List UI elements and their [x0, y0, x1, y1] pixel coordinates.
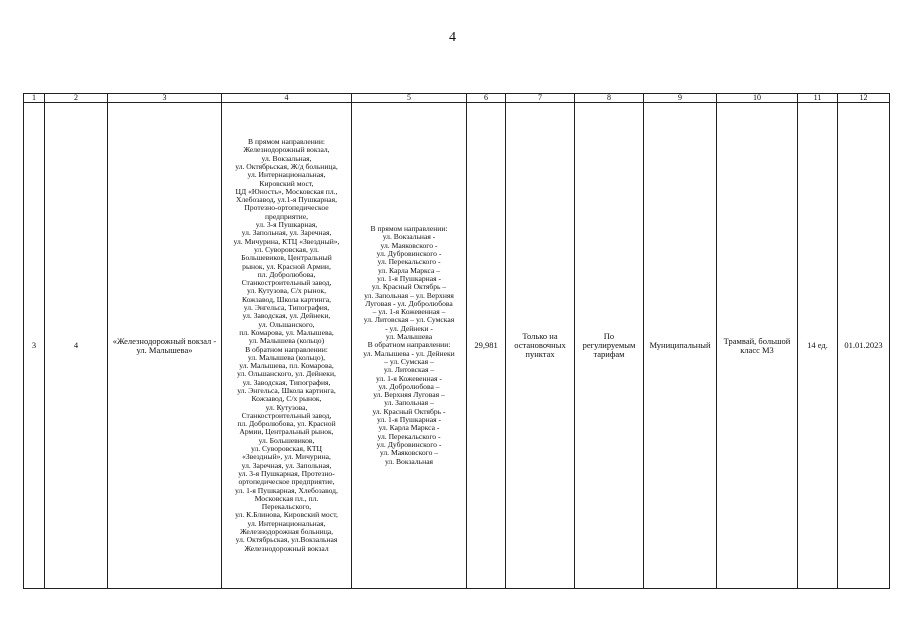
stop-line: ул. Октябрьская, ул.Вокзальная: [235, 535, 338, 545]
stop-line: ул. 1-я Пушкарная, Хлебозавод,: [235, 485, 338, 495]
street-line: В прямом направлении:: [370, 224, 448, 234]
stop-line: пл. Добролюбова,: [257, 269, 316, 279]
column-header-3: 3: [108, 94, 222, 103]
stop-line: ЦД «Юность», Московская пл.,: [235, 186, 338, 196]
route-name-cell: «Железнодорожный вокзал - ул. Малышева»: [108, 103, 222, 589]
stop-line: ул. 3-я Пушкарная, Протезно-: [238, 468, 335, 478]
stop-line: ул. Октябрьская, Ж/д больница,: [235, 161, 338, 171]
stop-line: Хлебозавод, ул.1-я Пушкарная,: [235, 195, 337, 205]
stop-line: ул. Запольная, ул. Заречная,: [241, 228, 332, 238]
stop-line: ул. Малышева (кольцо),: [247, 352, 326, 362]
stop-line: пл. Добролюбова, ул. Красной: [237, 419, 336, 429]
stop-line: ул. Большевиков,: [258, 435, 315, 445]
street-line: – ул. 1-я Кожевенная –: [372, 307, 446, 317]
street-line: ул. Запольная – ул. Верхняя: [364, 290, 454, 300]
street-line: ул. Перекальского -: [377, 431, 441, 441]
column-header-10: 10: [717, 94, 798, 103]
stop-line: Армии, Центральный рынок,: [239, 427, 334, 437]
stops-list-cell: [222, 103, 352, 589]
stop-line: Большевиков, Центральный: [241, 253, 332, 263]
route-index-cell: 3: [24, 103, 45, 589]
stop-line: предприятие,: [264, 211, 309, 221]
street-line: ул. Карла Маркса –: [377, 265, 441, 275]
stop-line: Железнодорожный вокзал,: [243, 145, 330, 155]
street-line: ул. 1-я Пушкарная -: [377, 273, 441, 283]
stop-line: ул. Малышева (кольцо): [248, 336, 325, 346]
column-header-11: 11: [798, 94, 838, 103]
street-line: ул. Маяковского -: [380, 240, 438, 250]
street-line: ул. Дубровинского -: [376, 249, 442, 259]
stop-line: ул. Интернациональная,: [247, 170, 326, 180]
stop-line: ул. Суворовская, ул.: [254, 244, 319, 254]
column-header-4: 4: [222, 94, 352, 103]
table-row: [24, 103, 890, 589]
street-line: ул. 1-я Кожевенная -: [376, 373, 442, 383]
stop-line: ул. Ольшанского, ул. Дейнеки,: [237, 369, 336, 379]
street-line: ул. Перекальского -: [377, 257, 441, 267]
street-line: ул. Маяковского –: [379, 448, 439, 458]
street-line: ул. Верхняя Луговая –: [373, 390, 445, 400]
street-line: ул. Малышева - ул. Дейнеки: [363, 348, 455, 358]
stop-line: ул. Энгельса, Типография,: [243, 303, 330, 313]
column-header-12: 12: [838, 94, 890, 103]
stop-line: ул. Мичурина, КТЦ «Звездный»,: [233, 236, 340, 246]
route-table: [23, 93, 890, 589]
street-line: ул. Добролюбова –: [378, 381, 440, 391]
page-number: 4: [449, 30, 456, 45]
column-header-6: 6: [467, 94, 506, 103]
column-number-row: [24, 94, 890, 103]
stop-line: В прямом направлении:: [248, 137, 325, 147]
stop-line: В обратном направлении:: [245, 344, 328, 354]
stop-line: ул. Кутузова,: [265, 402, 308, 412]
stop-line: ул. Заводская, Типография,: [242, 377, 331, 387]
stop-line: ул. Заречная, ул. Запольная,: [241, 460, 332, 470]
stop-line: Протезно-ортопедическое: [244, 203, 329, 213]
ownership-cell: Муниципальный: [644, 103, 717, 589]
column-header-5: 5: [352, 94, 467, 103]
stop-line: ул. Малышева, пл. Комарова,: [239, 361, 334, 371]
stop-line: Московская пл., пл.: [254, 493, 319, 503]
street-line: ул. 1-я Пушкарная -: [377, 415, 441, 425]
stop-line: Кожзавод, С/х рынок,: [251, 394, 322, 404]
stop-line: Станкостроительный завод,: [241, 278, 332, 288]
tariff-type-cell: По регулируемым тарифам: [575, 103, 644, 589]
stop-line: ул. Суворовская, КТЦ: [251, 444, 322, 454]
street-line: ул. Красный Октябрь -: [372, 406, 446, 416]
street-line: Луговая - ул. Добролюбова: [365, 298, 453, 308]
boarding-order-cell: Только на остановочных пунктах: [506, 103, 575, 589]
stop-line: Кожзавод, Школа картинга,: [242, 294, 331, 304]
street-line: ул. Вокзальная -: [382, 232, 436, 242]
stop-line: ул. Интернациональная,: [247, 518, 326, 528]
stop-line: Станкостроительный завод,: [241, 410, 332, 420]
stop-line: ул. Вокзальная,: [261, 153, 312, 163]
column-header-2: 2: [45, 94, 108, 103]
stop-line: ул. Заводская, ул. Дейнеки,: [242, 311, 331, 321]
stop-line: ул. 3-я Пушкарная,: [255, 220, 318, 230]
street-line: ул. Запольная –: [384, 398, 434, 408]
vehicle-class-cell: Трамвай, большой класс М3: [717, 103, 798, 589]
stop-line: «Звездный», ул. Мичурина,: [242, 452, 331, 462]
street-line: ул. Дубровинского -: [376, 439, 442, 449]
column-header-7: 7: [506, 94, 575, 103]
stop-line: рынок, ул. Красной Армии,: [242, 261, 331, 271]
stop-line: Железнодорожная больница,: [239, 527, 334, 537]
stop-line: пл. Комарова, ул. Малышева,: [239, 327, 334, 337]
route-number-cell: 4: [45, 103, 108, 589]
street-line: ул. Красный Октябрь –: [371, 282, 447, 292]
stop-line: Железнодорожный вокзал: [244, 543, 329, 553]
street-line: - ул. Дейнеки -: [385, 323, 433, 333]
stop-line: Перекальского,: [261, 502, 312, 512]
stop-line: ортопедическое предприятие,: [238, 477, 335, 487]
street-line: ул. Литовская – ул. Сумская: [363, 315, 455, 325]
stop-line: ул. Ольшанского,: [258, 319, 315, 329]
stop-line: ул. Кутузова, С/х рынок,: [247, 286, 326, 296]
column-header-1: 1: [24, 94, 45, 103]
street-line: ул. Малышева: [385, 332, 433, 342]
stop-line: ул. К.Блинова, Кировский мост,: [235, 510, 338, 520]
vehicle-count-cell: 14 ед.: [798, 103, 838, 589]
street-line: ул. Литовская –: [383, 365, 435, 375]
start-date-cell: 01.01.2023: [838, 103, 890, 589]
street-line: ул. Вокзальная: [384, 456, 434, 466]
route-length-cell: 29,981: [467, 103, 506, 589]
column-header-9: 9: [644, 94, 717, 103]
street-line: В обратном направлении:: [367, 340, 451, 350]
streets-list-cell: [352, 103, 467, 589]
stop-line: ул. Энгельса, Школа картинга,: [237, 385, 336, 395]
street-line: ул. Карла Маркса -: [378, 423, 440, 433]
stop-line: Кировский мост,: [259, 178, 314, 188]
street-line: – ул. Сумская –: [384, 356, 434, 366]
column-header-8: 8: [575, 94, 644, 103]
